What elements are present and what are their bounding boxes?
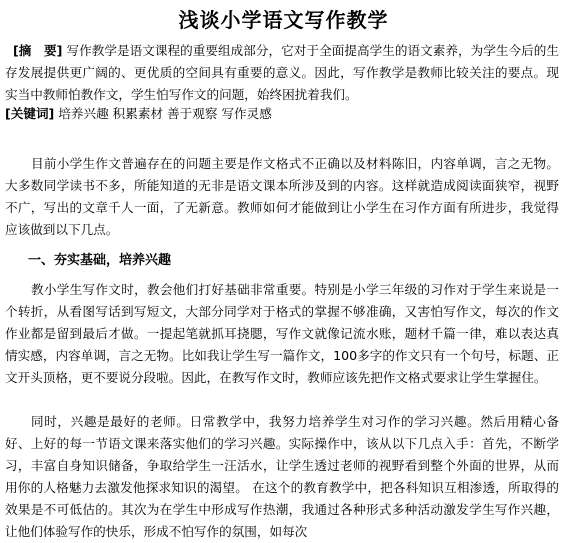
document-title: 浅谈小学语文写作教学 <box>178 8 389 32</box>
keywords <box>5 103 559 125</box>
abstract-text: 写作教学是语文课程的重要组成部分，它对于全面提高学生的语文素养，为学生今后的生存发展提供更广阔的、更优质的空间具有重要的意义。因此，写作教学是教师比较关注的要点。现实当中教师怕教作文，学生怕写作文的问题，始终困扰着我们。 <box>5 43 559 102</box>
body-paragraph: 教小学生写作文时，教会他们打好基础非常重要。特别是小学三年级的习作对于学生来说是一个转折，从看图写话到写短文，大部分同学对于格式的掌握不够准确，又害怕写作文，每次的作文作业都是留到最后才做。一提起笔就抓耳挠腮，写作文就像记流水账，题材千篇一律，难以表达真情实感，内容单调，言之无物。比如我让学生写一篇作文，100多字的作文只有一个句号，标题、正文开头顶格，更不要说分段啦。因此，在教写作文时，教师应该先把作文格式要求让学生掌握住。 <box>5 282 559 385</box>
intro-paragraph: 目前小学生作文普遍存在的问题主要是作文格式不正确以及材料陈旧，内容单调，言之无物。大多数同学读书不多，所能知道的无非是语文课本所涉及到的内容。这样就造成阅读面狭窄，视野不广，写出的文章千人一面，了无新意。教师如何才能做到让小学生在习作方面有所进步，我觉得应该做到以下几点。 <box>5 156 559 237</box>
keywords-label: [关键词] <box>5 106 55 121</box>
section-heading: 一、夯实基础，培养兴趣 <box>28 253 172 268</box>
abstract <box>5 40 559 106</box>
abstract-label: [摘 要] <box>13 43 63 58</box>
body-paragraph: 同时，兴趣是最好的老师。日常教学中，我努力培养学生对习作的学习兴趣。然后用精心备好、上好的每一节语文课来落实他们的学习兴趣。实际操作中，该从以下几点入手：首先，不断学习，丰富自身知识储备，争取给学生一汪活水，让学生透过老师的视野看到整个外面的世界，从而用你的人格魅力去激发他探求知识的渴望。 在这个的教育教学中，把各科知识互相渗透，所取得的效果是不可低估的。其次为在学生中形成写作热潮，我通过各种形式多种活动激发学生写作兴趣，让他们体验写作的快乐，形成不怕写作的氛围，如每次 <box>5 414 559 539</box>
keywords-text: 培养兴趣 积累素材 善于观察 写作灵感 <box>58 106 272 121</box>
